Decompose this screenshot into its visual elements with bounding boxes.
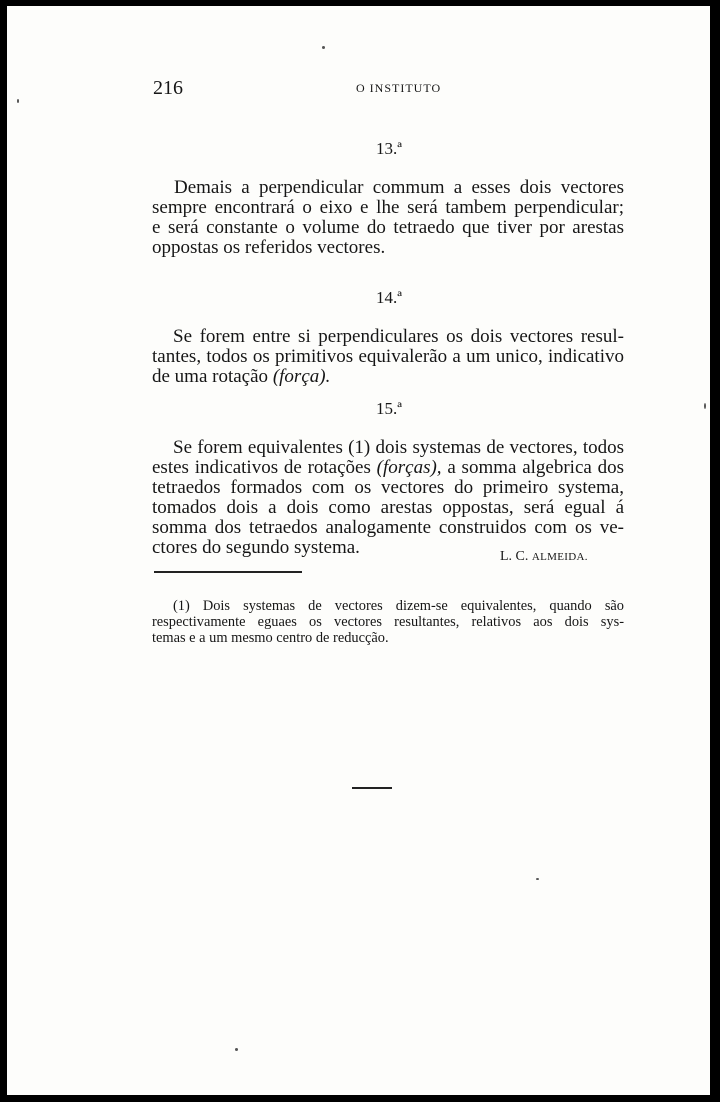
text-fragment: estes indicativos de rotações — [152, 457, 377, 478]
italic-term: (forças), — [376, 457, 442, 478]
scan-speck — [536, 878, 539, 880]
text-line — [152, 458, 624, 479]
text-line: tantes, todos os primitivos equivalerão a um unico, indicativo — [152, 346, 624, 367]
text-line: e será constante o volume do tetraedo que tiver por arestas — [152, 217, 624, 238]
text-line — [152, 367, 624, 388]
section-13-paragraph — [152, 178, 624, 262]
section-number-15: 15.ª — [376, 399, 402, 418]
footnote-line: temas e a um mesmo centro de reducção. — [152, 630, 389, 646]
scan-speck — [704, 403, 706, 409]
text-line: Demais a perpendicular commum a esses dois vectores — [174, 177, 624, 198]
text-fragment: a somma algebrica dos — [441, 457, 624, 478]
author-initials: L. C. — [500, 549, 532, 564]
section-14-paragraph — [152, 327, 624, 391]
section-15-paragraph — [152, 438, 624, 564]
page-number: 216 — [153, 77, 183, 99]
text-line: Se forem equivalentes (1) dois systemas de vectores, todos — [173, 437, 624, 458]
footnote-line: (1) Dois systemas de vectores dizem-se equivalentes, quando são — [173, 598, 624, 614]
text-line: ctores do segundo systema. — [152, 537, 360, 558]
footnote-separator — [154, 571, 302, 573]
text-line: Se forem entre si perpendiculares os dois vectores resul- — [173, 326, 624, 347]
book-page — [7, 6, 710, 1095]
text-line: oppostas os referidos vectores. — [152, 237, 386, 258]
italic-term: (força). — [272, 366, 331, 387]
author-surname: ALMEIDA. — [531, 551, 588, 563]
author-signature — [500, 549, 588, 565]
text-line: somma dos tetraedos analogamente construidos com os ve- — [152, 517, 624, 538]
text-line: sempre encontrará o eixo e lhe será tambem perpendicular; — [152, 197, 624, 218]
footnote-line: respectivamente eguaes os vectores resultantes, relativos aos dois sys- — [152, 614, 624, 630]
section-number-14: 14.ª — [376, 288, 402, 307]
scan-speck — [17, 99, 19, 103]
text-line: tomados dois a dois como arestas oppostas, será egual á — [152, 497, 624, 518]
footnote — [152, 598, 624, 650]
closing-rule — [352, 787, 392, 789]
text-fragment: de uma rotação — [152, 366, 273, 387]
section-number-13: 13.ª — [376, 139, 402, 158]
running-title: O INSTITUTO — [356, 81, 442, 95]
scan-speck — [322, 46, 325, 49]
text-line: tetraedos formados com os vectores do primeiro systema, — [152, 477, 624, 498]
scan-speck — [235, 1048, 238, 1051]
